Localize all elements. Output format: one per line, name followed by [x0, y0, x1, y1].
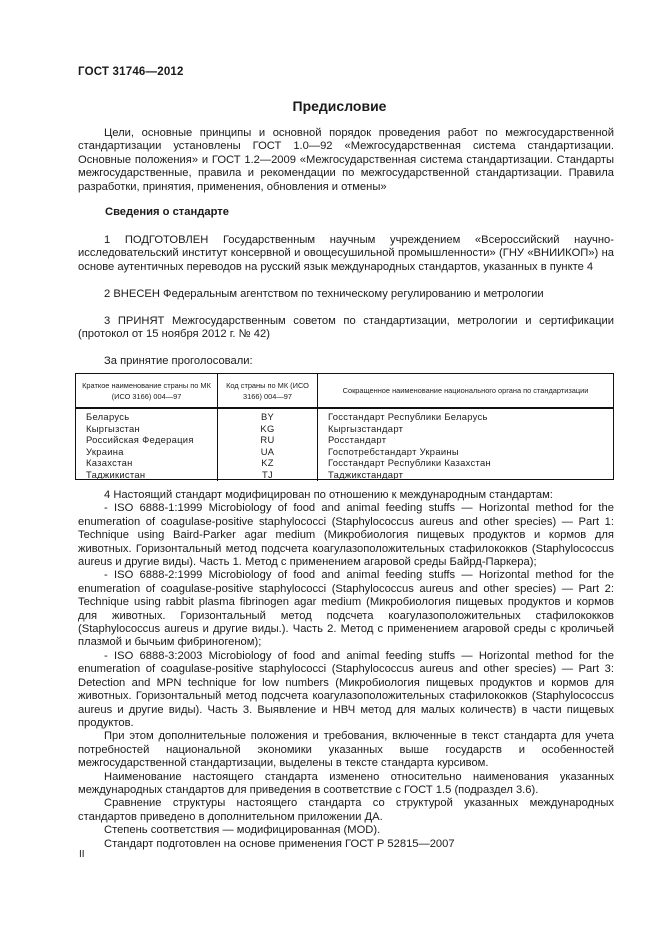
item-3: 3 ПРИНЯТ Межгосударственным советом по стандартизации, метрологии и сертификации (протокол от 15 ноября 2012 г. № 42): [78, 315, 614, 341]
item-1: 1 ПОДГОТОВЛЕН Государственным научным учреждением «Всероссийский научно-исследовательский институт консервной и овощесушильной промышленности» (ГНУ «ВНИИКОП») на основе аутентичных переводов на русский язык международных стандартов, указанных в пункте 4: [78, 234, 614, 273]
item-2-block: [78, 288, 614, 301]
conformity-degree: Степень соответствия — модифицированная (MOD).: [104, 824, 381, 837]
item-3-block: [78, 315, 614, 342]
iso-standard-1: - ISO 6888-1:1999 Microbiology of food and animal feeding stuffs — Horizontal method for the enumeration of coagulase-positive staphylococci (Staphylococcus aureus and other species) — Part 1: Technique using Baird-Parker agar medium (Микробиология пищевых продуктов и кормов для животных. Горизонтальный метод подсчета коагулазоположительных стафилококков (Staphylococcus aureus и другие виды). Часть 1. Метод с применением агаровой среды Байрд-Паркера);: [78, 502, 614, 569]
code-cell: KG: [260, 422, 275, 434]
intro-paragraph: Цели, основные принципы и основной порядок проведения работ по межгосударственной стандартизации установлены ГОСТ 1.0—92 «Межгосударственная система стандартизации. Основные положения» и ГОСТ 1.2—2009 «Межгосударственная система стандартизации. Стандарты межгосударственные, правила и рекомендации по межгосударственной стандартизации. Правила разработки, принятия, применения, обновления и отмены»: [78, 127, 614, 193]
country-cell: Российская Федерация: [86, 434, 194, 446]
intro-block: [78, 127, 614, 194]
country-cell: Таджикистан: [86, 468, 146, 480]
basis-note: Стандарт подготовлен на основе применения ГОСТ Р 52815—2007: [104, 837, 455, 850]
country-code: [218, 408, 318, 481]
table-header-row: [76, 374, 613, 408]
code-cell: BY: [260, 411, 275, 422]
body-cell: Госстандарт Республики Беларусь: [328, 411, 488, 422]
name-change-note: Наименование настоящего стандарта изменено относительно наименования указанных международных стандартов для приведения в соответствие с ГОСТ 1.5 (подраздел 3.6).: [78, 770, 614, 796]
header-standards-body: Сокращенное наименование национального органа по стандартизации: [318, 374, 614, 408]
header-country-code: Код страны по МК (ИСО 3166) 004—97: [218, 374, 318, 408]
item-2: 2 ВНЕСЕН Федеральным агентством по техническому регулированию и метрологии: [104, 288, 544, 300]
body-cell: Таджикстандарт: [328, 468, 404, 480]
iso-standard-3: - ISO 6888-3:2003 Microbiology of food and animal feeding stuffs — Horizontal method for the enumeration of coagulase-positive staphylococci (Staphylococcus aureus and other species) — Part 3: Detection and MPN technique for low numbers (Микробиология пищевых продуктов и кормов для животных. Горизонтальный метод подсчета коагулазоположительных стафилококков (Staphylococcus aureus и другие виды). Часть 3. Выявление и НВЧ метод для малых количеств) в части пищевых продуктов.: [78, 649, 614, 729]
iso-standard-2: - ISO 6888-2:1999 Microbiology of food and animal feeding stuffs — Horizontal method for the enumeration of coagulase-positive staphylococci (Staphylococcus aureus and other species) — Part 2: Technique using rabbit plasma fibrinogen agar medium (Микробиология пищевых продуктов и кормов для животных. Горизонтальный метод подсчета коагулазоположительных стафилококков (Staphylococcus aureus и другие виды.). Часть 2. Метод с применением агаровой среды с кроличьей плазмой и бычьим фибриногеном);: [78, 569, 614, 649]
item-1-block: [78, 234, 614, 274]
body-cell: Госстандарт Республики Казахстан: [328, 457, 491, 469]
code-cell: KZ: [261, 457, 274, 469]
page-title: Предисловие: [292, 98, 387, 114]
body-cell: Госпотребстандарт Украины: [328, 445, 459, 457]
code-cell: RU: [260, 434, 275, 446]
section-subheading: Сведения о стандарте: [105, 206, 229, 218]
section-4-intro: 4 Настоящий стандарт модифицирован по отношению к международным стандартам:: [104, 489, 553, 501]
voted-block: [78, 355, 614, 368]
body-cell: Кыргызстандарт: [328, 422, 404, 434]
header-country-name: Краткое наименование страны по МК (ИСО 3166) 004—97: [76, 374, 218, 408]
voted-label: За принятие проголосовали:: [104, 355, 253, 367]
table-row: [76, 408, 613, 481]
country-name: [76, 408, 218, 481]
page-number: II: [79, 849, 85, 860]
additional-provisions: При этом дополнительные положения и требования, включенные в текст стандарта для учета потребностей национальной экономики указанных выше государств и особенностей межгосударственной стандартизации, выделены в тексте стандарта курсивом.: [78, 730, 614, 770]
section-4-block: [78, 489, 614, 851]
voting-countries-table: [75, 373, 614, 480]
standard-code-header: ГОСТ 31746—2012: [78, 66, 184, 78]
code-cell: TJ: [261, 468, 273, 480]
country-cell: Кыргызстан: [86, 422, 141, 434]
country-cell: Украина: [86, 445, 124, 457]
code-cell: UA: [260, 445, 275, 457]
standards-body: [318, 408, 614, 481]
country-cell: Беларусь: [86, 411, 130, 422]
body-cell: Росстандарт: [328, 434, 387, 446]
structure-comparison-note: Сравнение структуры настоящего стандарта со структурой указанных международных стандартов приведено в дополнительном приложении ДА.: [78, 797, 614, 823]
country-cell: Казахстан: [86, 457, 133, 469]
